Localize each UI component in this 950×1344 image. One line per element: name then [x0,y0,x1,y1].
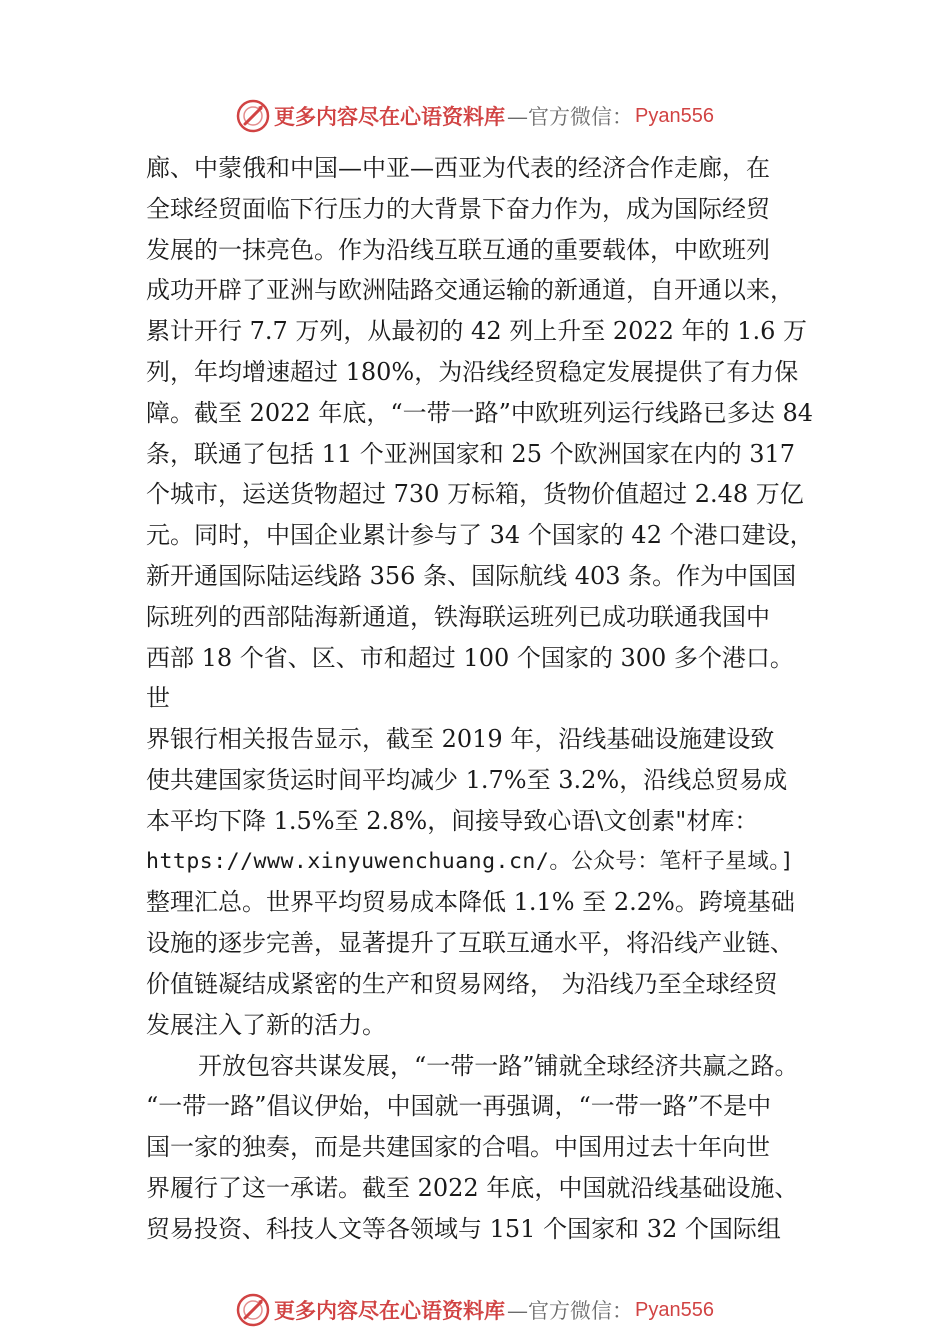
body-line: 设施的逐步完善，显著提升了互联互通水平，将沿线产业链、 [146,929,794,958]
body-line: 发展的一抹亮色。作为沿线互联互通的重要载体，中欧班列 [146,235,770,264]
body-line: 本平均下降 1.5%至 2.8%，间接导致心语\文创素"材库： [146,806,759,835]
body-line: 界履行了这一承诺。截至 2022 年底，中国就沿线基础设施、 [146,1173,799,1202]
footer-banner-wechat-id: Pyan556 [635,1298,714,1321]
body-line: 元。同时，中国企业累计参与了 34 个国家的 42 个港口建设， [146,521,814,550]
body-line: 累计开行 7.7 万列，从最初的 42 列上升至 2022 年的 1.6 万 [146,317,807,346]
document-body [146,148,826,1250]
logo-icon [236,99,270,133]
body-line: 全球经贸面临下行压力的大背景下奋力作为，成为国际经贸 [146,194,770,223]
body-line: 国一家的独奏，而是共建国家的合唱。中国用过去十年向世 [146,1133,770,1162]
body-line: 界银行相关报告显示，截至 2019 年，沿线基础设施建设致 [146,725,775,754]
body-line: 列，年均增速超过 180%，为沿线经贸稳定发展提供了有力保 [146,357,799,386]
body-line: 世 [146,684,170,713]
footer-banner-title: 更多内容尽在心语资料库 [274,1298,506,1323]
body-line: 成功开辟了亚洲与欧洲陆路交通运输的新通道，自开通以来， [146,276,794,305]
header-banner-title: 更多内容尽在心语资料库 [274,104,506,129]
footer-banner [0,1290,950,1330]
body-line: 贸易投资、科技人文等各领域与 151 个国家和 32 个国际组 [146,1214,781,1243]
source-url-line: https://www.xinyuwenchuang.cn/。公众号：笔杆子星域。] [146,848,795,874]
body-line: “一带一路”倡议伊始，中国就一再强调，“一带一路”不是中 [146,1092,772,1121]
logo-icon [236,1293,270,1327]
header-banner-wechat-id: Pyan556 [635,104,714,127]
body-line: 条，联通了包括 11 个亚洲国家和 25 个欧洲国家在内的 317 [146,439,796,468]
body-line: 整理汇总。世界平均贸易成本降低 1.1% 至 2.2%。跨境基础 [146,888,795,917]
body-line: 廊、中蒙俄和中国—中亚—西亚为代表的经济合作走廊，在 [146,154,770,182]
header-banner [0,96,950,136]
body-line: 际班列的西部陆海新通道，铁海联运班列已成功联通我国中 [146,602,770,631]
body-line: 西部 18 个省、区、市和超过 100 个国家的 300 多个港口。 [146,643,794,672]
body-line: 发展注入了新的活力。 [146,1010,386,1039]
header-banner-label: —官方微信： [507,105,634,129]
body-line: 障。截至 2022 年底，“一带一路”中欧班列运行线路已多达 84 [146,398,814,427]
body-line: 新开通国际陆运线路 356 条、国际航线 403 条。作为中国国 [146,561,797,590]
body-line: 个城市，运送货物超过 730 万标箱，货物价值超过 2.48 万亿 [146,480,804,509]
body-line: 价值链凝结成紧密的生产和贸易网络， 为沿线乃至全球经贸 [146,969,778,998]
footer-banner-label: —官方微信： [507,1299,634,1323]
body-line: 使共建国家货运时间平均减少 1.7%至 3.2%，沿线总贸易成 [146,765,788,794]
paragraph-start-line: 开放包容共谋发展，“一带一路”铺就全球经济共赢之路。 [198,1051,799,1080]
